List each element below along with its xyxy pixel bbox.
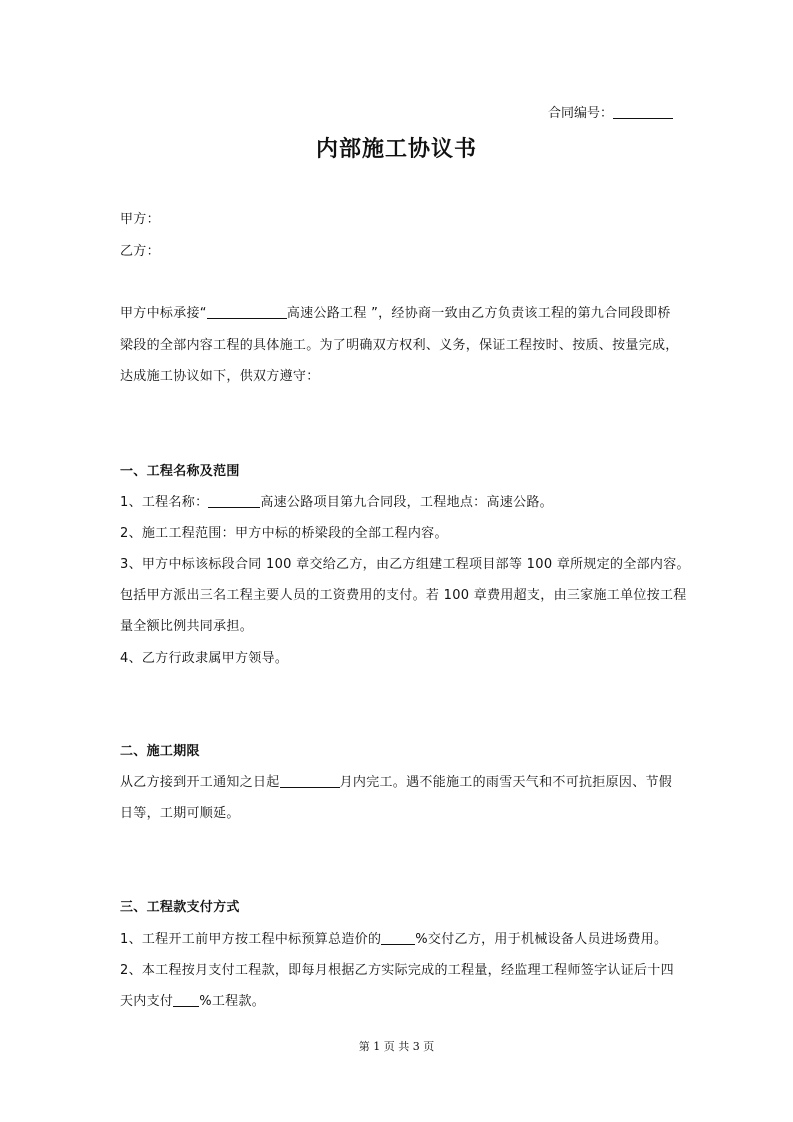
section-1-item-1b: 高速公路项目第九合同段，工程地点：高速公路。 [260, 495, 553, 510]
project-name-blank [207, 304, 287, 319]
section-1-item-3-line-2: 包括甲方派出三名工程主要人员的工资费用的支付。若 100 章费用超支，由三家施工单位按工程 [120, 588, 687, 603]
section-2-line-1 [120, 771, 672, 790]
section-3-item-1a: 1、工程开工前甲方按工程中标预算总造价的 [120, 932, 382, 947]
section-3-item-2-line-2b: %工程款。 [199, 994, 266, 1009]
contract-number [548, 102, 673, 121]
intro-line-1a: 甲方中标承接“ [120, 306, 207, 321]
payment-percent-blank [173, 992, 199, 1007]
section-1-item-3-line-1: 3、甲方中标该标段合同 100 章交给乙方，由乙方组建工程项目部等 100 章所规定的全部内容。 [120, 557, 690, 572]
section-1-item-1a: 1、工程名称： [120, 495, 209, 510]
party-a-label: 甲方： [120, 212, 160, 227]
section-3-item-2-line-2a: 天内支付 [120, 994, 174, 1009]
intro-line-3: 达成施工协议如下，供双方遵守： [120, 369, 320, 384]
section-3-item-1b: %交付乙方，用于机械设备人员进场费用。 [415, 932, 668, 947]
section-1-item-2: 2、施工工程范围：甲方中标的桥梁段的全部工程内容。 [120, 526, 448, 541]
intro-line-2: 梁段的全部内容工程的具体施工。为了明确双方权利、义务，保证工程按时、按质、按量完成， [120, 338, 679, 353]
party-b-label: 乙方： [120, 244, 160, 259]
intro-line-1 [120, 302, 671, 321]
section-1-heading: 一、工程名称及范围 [120, 464, 240, 479]
section-2-heading: 二、施工期限 [120, 744, 200, 759]
section-3-item-1 [120, 928, 667, 947]
section-1-item-1 [120, 491, 553, 510]
months-blank [280, 773, 340, 788]
section-3-heading: 三、工程款支付方式 [120, 900, 240, 915]
section-1-item-3-line-3: 量全额比例共同承担。 [120, 619, 254, 634]
project-title-blank [208, 493, 260, 508]
intro-line-1b: 高速公路工程 ”，经协商一致由乙方负责该工程的第九合同段即桥 [286, 306, 671, 321]
section-3-item-2-line-2 [120, 990, 265, 1009]
section-2-line-2: 日等，工期可顺延。 [120, 806, 240, 821]
section-2-line-1a: 从乙方接到开工通知之日起 [120, 775, 280, 790]
contract-number-label: 合同编号： [547, 106, 613, 121]
document-title: 内部施工协议书 [315, 136, 477, 162]
contract-number-blank [613, 104, 673, 119]
advance-percent-blank [381, 930, 415, 945]
section-1-item-4: 4、乙方行政隶属甲方领导。 [120, 651, 289, 666]
section-2-line-1b: 月内完工。遇不能施工的雨雪天气和不可抗拒原因、节假 [339, 775, 673, 790]
page-footer: 第 1 页 共 3 页 [358, 1040, 435, 1053]
section-3-item-2-line-1: 2、本工程按月支付工程款，即每月根据乙方实际完成的工程量，经监理工程师签字认证后十四 [120, 963, 674, 978]
